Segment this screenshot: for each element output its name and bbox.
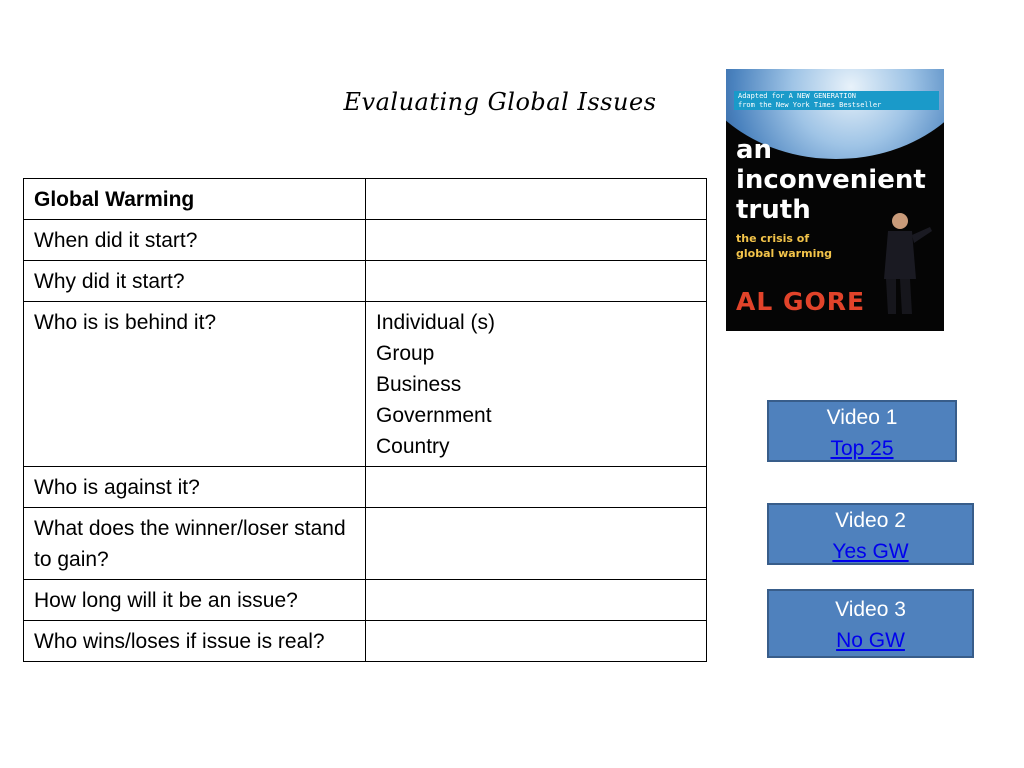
video-2-button[interactable] (767, 503, 974, 565)
issues-table (23, 178, 707, 662)
page-title: Evaluating Global Issues (343, 88, 657, 116)
video-3-button[interactable] (767, 589, 974, 658)
table-header-cell: Global Warming (24, 179, 366, 220)
book-subtitle-line1: the crisis of (736, 232, 810, 245)
option-group: Group (376, 342, 435, 365)
answer-cell[interactable] (366, 508, 707, 580)
option-country: Country (376, 435, 450, 458)
answer-cell[interactable] (366, 179, 707, 220)
book-banner-line2: from the New York Times Bestseller (738, 101, 882, 109)
speaker-figure-icon (876, 209, 936, 319)
table-row (24, 302, 707, 467)
table-row (24, 508, 707, 580)
answer-cell[interactable] (366, 467, 707, 508)
book-banner-line1: Adapted for A NEW GENERATION (738, 92, 857, 100)
table-row (24, 261, 707, 302)
question-cell: Who wins/loses if issue is real? (24, 621, 366, 662)
answer-cell-options[interactable] (366, 302, 707, 467)
answer-cell[interactable] (366, 621, 707, 662)
table-row (24, 580, 707, 621)
book-title-line1: an (736, 135, 773, 165)
book-title-line2: inconvenient (736, 165, 926, 195)
question-cell: Who is against it? (24, 467, 366, 508)
question-cell: How long will it be an issue? (24, 580, 366, 621)
video-3-label: Video 3 (835, 598, 906, 621)
video-1-link[interactable]: Top 25 (830, 437, 894, 460)
answer-cell[interactable] (366, 580, 707, 621)
answer-cell[interactable] (366, 261, 707, 302)
book-subtitle (736, 231, 832, 261)
book-title-line3: truth (736, 195, 811, 225)
option-business: Business (376, 373, 462, 396)
answer-cell[interactable] (366, 220, 707, 261)
video-1-button[interactable] (767, 400, 957, 462)
video-3-link[interactable]: No GW (836, 629, 905, 652)
question-cell: Who is is behind it? (24, 302, 366, 467)
book-author: AL GORE (736, 287, 866, 316)
book-banner (734, 91, 939, 110)
question-cell: What does the winner/loser stand to gain? (24, 508, 366, 580)
book-cover-image (726, 69, 944, 331)
video-1-label: Video 1 (826, 406, 898, 429)
table-row (24, 220, 707, 261)
question-cell: Why did it start? (24, 261, 366, 302)
table-row (24, 467, 707, 508)
option-individual: Individual (s) (376, 311, 496, 334)
table-row (24, 621, 707, 662)
question-cell: When did it start? (24, 220, 366, 261)
table-row (24, 179, 707, 220)
book-subtitle-line2: global warming (736, 247, 833, 260)
video-2-link[interactable]: Yes GW (832, 540, 909, 563)
option-government: Government (376, 404, 492, 427)
video-2-label: Video 2 (835, 509, 906, 532)
